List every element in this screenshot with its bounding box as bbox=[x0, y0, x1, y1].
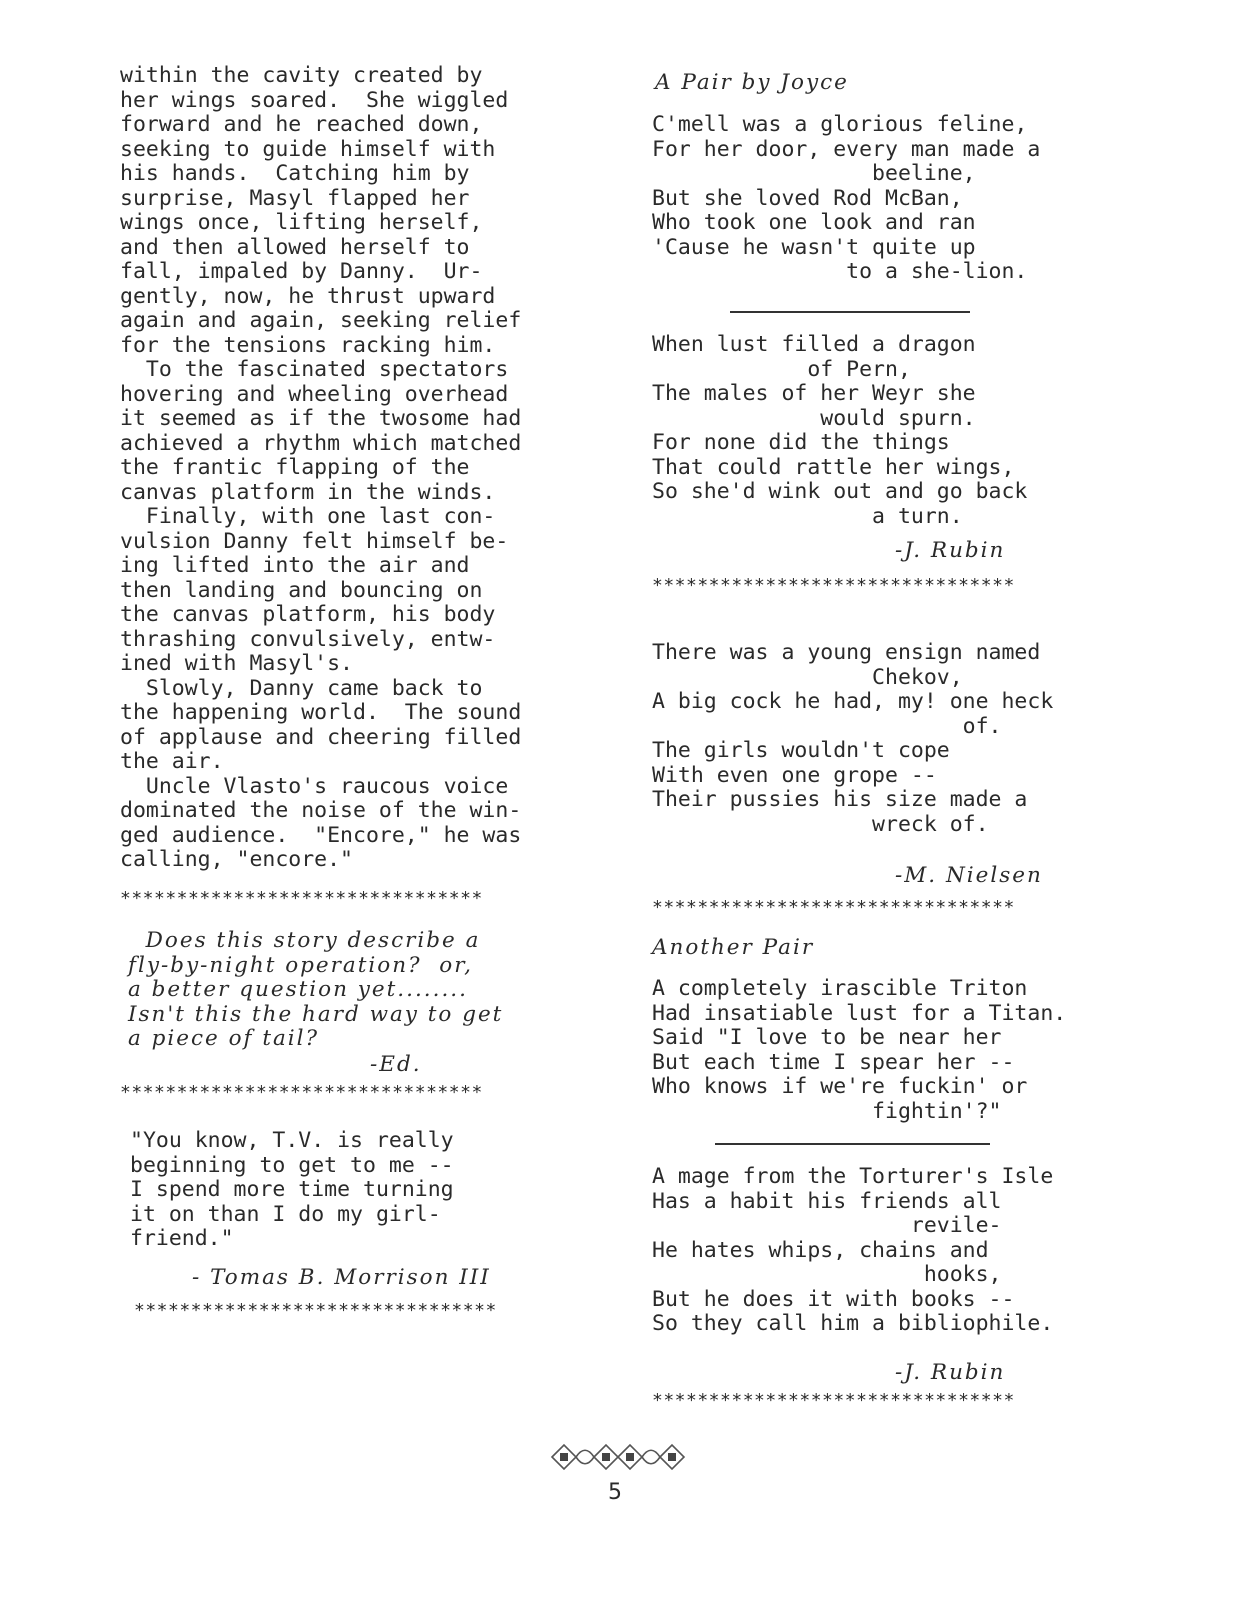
text-line: achieved a rhythm which matched bbox=[120, 430, 522, 456]
text-line: Had insatiable lust for a Titan. bbox=[652, 1000, 1067, 1026]
text-line: When lust filled a dragon bbox=[652, 332, 976, 357]
text-line: of Pern, bbox=[652, 356, 911, 382]
text-line: his hands. Catching him by bbox=[120, 161, 470, 186]
author-signature: -J. Rubin bbox=[895, 538, 1006, 563]
text-line: A mage from the Torturer's Isle bbox=[652, 1164, 1054, 1189]
section-heading: Another Pair bbox=[652, 935, 815, 960]
text-line: for the tensions racking him. bbox=[120, 332, 496, 358]
text-line: fly-by-night operation? or, bbox=[128, 952, 473, 978]
separator-stars: ******************************** bbox=[134, 1300, 497, 1321]
separator-stars: ******************************** bbox=[120, 1082, 483, 1103]
text-line: But each time I spear her -- bbox=[652, 1049, 1015, 1075]
text-line: 'Cause he wasn't quite up bbox=[652, 234, 976, 260]
text-line: ged audience. "Encore," he was bbox=[120, 822, 522, 848]
text-line: Their pussies his size made a bbox=[652, 787, 1028, 812]
text-line: thrashing convulsively, entw- bbox=[120, 626, 496, 652]
text-line: With even one grope -- bbox=[652, 762, 937, 788]
text-line: vulsion Danny felt himself be- bbox=[120, 528, 509, 554]
text-line: For her door, every man made a bbox=[652, 136, 1041, 162]
text-line: friend." bbox=[130, 1226, 234, 1251]
text-line: The males of her Weyr she bbox=[652, 381, 976, 406]
text-line: Chekov, bbox=[652, 664, 963, 690]
text-line: "You know, T.V. is really bbox=[130, 1128, 454, 1153]
text-line: C'mell was a glorious feline, bbox=[652, 112, 1028, 137]
text-line: gently, now, he thrust upward bbox=[120, 283, 496, 309]
text-line: surprise, Masyl flapped her bbox=[120, 185, 470, 211]
separator-stars: ******************************** bbox=[652, 1390, 1015, 1411]
separator-stars: ******************************** bbox=[120, 888, 483, 909]
text-line: For none did the things bbox=[652, 430, 950, 455]
text-line: hovering and wheeling overhead bbox=[120, 381, 509, 407]
text-line: of. bbox=[652, 713, 1002, 739]
text-line: I spend more time turning bbox=[130, 1177, 454, 1202]
text-line: of applause and cheering filled bbox=[120, 724, 522, 750]
text-line: Has a habit his friends all bbox=[652, 1188, 1002, 1214]
text-line: Who took one look and ran bbox=[652, 210, 976, 235]
text-line: hooks, bbox=[652, 1262, 1002, 1287]
text-line: fall, impaled by Danny. Ur- bbox=[120, 259, 483, 284]
text-line: the happening world. The sound bbox=[120, 700, 522, 725]
text-line: wings once, lifting herself, bbox=[120, 210, 483, 235]
text-line: the frantic flapping of the bbox=[120, 455, 470, 480]
separator-stars: ******************************** bbox=[652, 575, 1015, 596]
text-line: A completely irascible Triton bbox=[652, 976, 1028, 1001]
text-line: then landing and bouncing on bbox=[120, 577, 483, 603]
author-signature: -M. Nielsen bbox=[895, 863, 1043, 888]
text-line: Does this story describe a bbox=[128, 928, 481, 953]
text-line: a piece of tail? bbox=[128, 1026, 320, 1051]
text-line: and then allowed herself to bbox=[120, 234, 470, 260]
divider-rule bbox=[730, 311, 970, 313]
text-line: fightin'?" bbox=[652, 1098, 1002, 1124]
page-number: 5 bbox=[608, 1480, 622, 1505]
text-line: to a she-lion. bbox=[652, 259, 1028, 284]
text-line: seeking to guide himself with bbox=[120, 136, 496, 162]
text-line: Uncle Vlasto's raucous voice bbox=[120, 773, 509, 799]
text-line: a turn. bbox=[652, 503, 963, 529]
separator-stars: ******************************** bbox=[652, 897, 1015, 918]
text-line: beeline, bbox=[652, 161, 976, 186]
section-heading: A Pair by Joyce bbox=[655, 70, 849, 95]
text-line: within the cavity created by bbox=[120, 63, 483, 88]
text-line: a better question yet........ bbox=[128, 977, 468, 1002]
ornament-icon bbox=[548, 1440, 688, 1474]
text-line: That could rattle her wings, bbox=[652, 454, 1015, 480]
text-line: the canvas platform, his body bbox=[120, 602, 496, 627]
text-line: Said "I love to be near her bbox=[652, 1025, 1002, 1050]
text-line: But he does it with books -- bbox=[652, 1286, 1015, 1312]
text-line: The girls wouldn't cope bbox=[652, 738, 950, 763]
text-line: it on than I do my girl- bbox=[130, 1201, 441, 1227]
author-signature: -J. Rubin bbox=[895, 1360, 1006, 1385]
text-line: dominated the noise of the win- bbox=[120, 798, 522, 823]
text-line: beginning to get to me -- bbox=[130, 1152, 454, 1178]
text-line: Finally, with one last con- bbox=[120, 504, 496, 529]
text-line: canvas platform in the winds. bbox=[120, 479, 496, 505]
text-line: So she'd wink out and go back bbox=[652, 479, 1028, 504]
text-line: it seemed as if the twosome had bbox=[120, 406, 522, 431]
text-line: again and again, seeking relief bbox=[120, 308, 522, 333]
text-line: the air. bbox=[120, 749, 224, 774]
text-line: So they call him a bibliophile. bbox=[652, 1311, 1054, 1336]
text-line: But she loved Rod McBan, bbox=[652, 185, 963, 211]
text-line: He hates whips, chains and bbox=[652, 1237, 989, 1263]
divider-rule bbox=[715, 1143, 990, 1145]
editor-signature: -Ed. bbox=[370, 1052, 422, 1077]
text-line: calling, "encore." bbox=[120, 847, 353, 872]
text-line: Slowly, Danny came back to bbox=[120, 675, 483, 701]
text-line: forward and he reached down, bbox=[120, 112, 483, 137]
text-line: revile- bbox=[652, 1213, 1002, 1238]
text-line: Who knows if we're fuckin' or bbox=[652, 1074, 1028, 1099]
text-line: Isn't this the hard way to get bbox=[128, 1001, 504, 1027]
text-line: ing lifted into the air and bbox=[120, 553, 470, 578]
text-line: ined with Masyl's. bbox=[120, 651, 353, 676]
text-line: There was a young ensign named bbox=[652, 640, 1041, 665]
text-line: To the fascinated spectators bbox=[120, 357, 509, 382]
quote-signature: - Tomas B. Morrison III bbox=[192, 1265, 491, 1290]
text-line: her wings soared. She wiggled bbox=[120, 87, 509, 113]
text-line: A big cock he had, my! one heck bbox=[652, 689, 1054, 714]
text-line: would spurn. bbox=[652, 405, 976, 431]
text-line: wreck of. bbox=[652, 811, 989, 837]
